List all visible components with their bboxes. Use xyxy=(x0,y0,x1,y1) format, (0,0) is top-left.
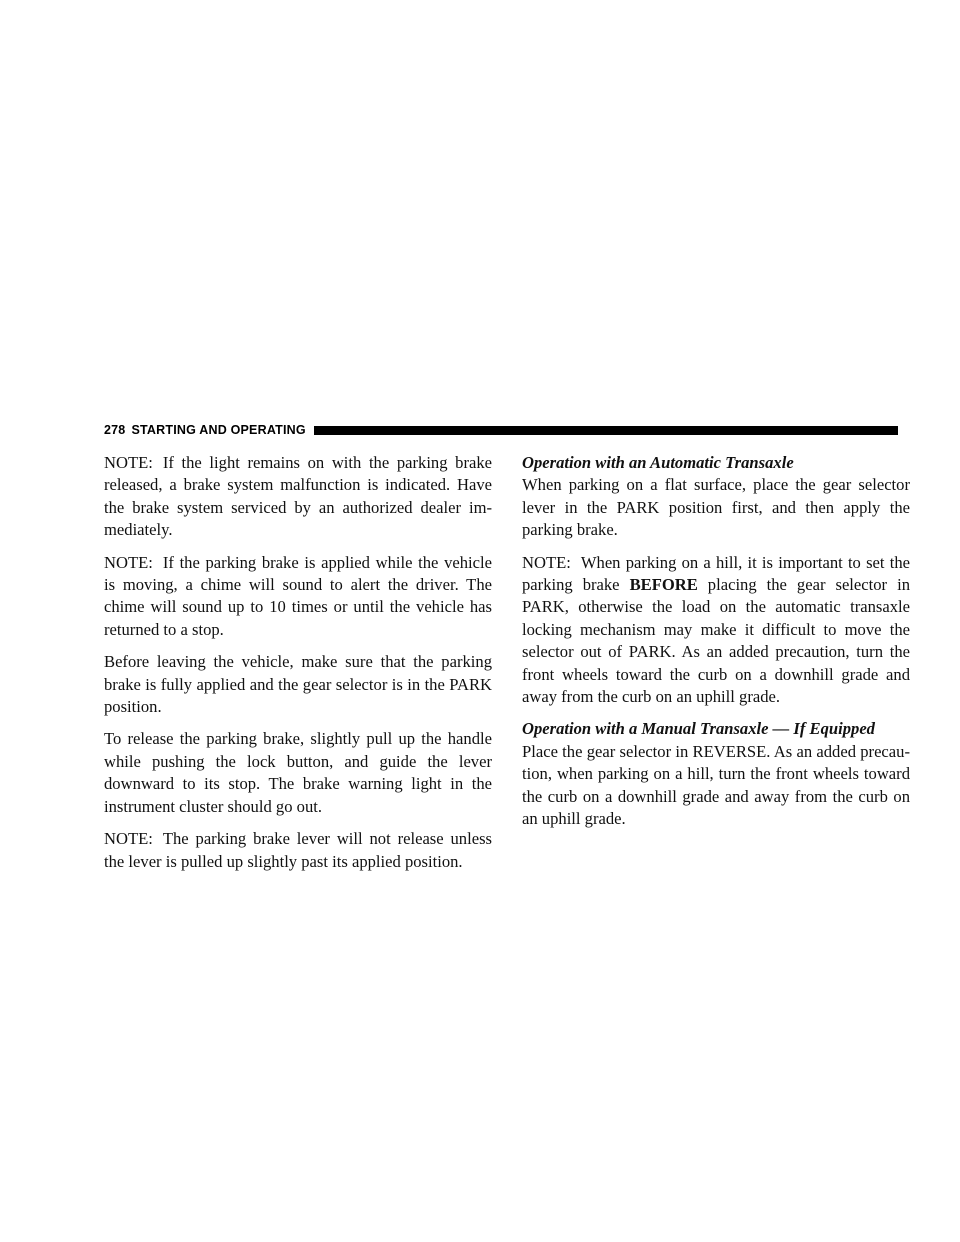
heading-manual-transaxle: Operation with a Manual Transaxle — If Equipped xyxy=(522,719,875,739)
page-header xyxy=(104,422,898,438)
paragraph-reverse: Place the gear selector in REVERSE. As an added precau-tion, when parking on a hill, turn the front wheels toward the curb on a downhill grade and away from the curb on an uphill grade. xyxy=(522,741,910,829)
note-label: NOTE: xyxy=(104,829,153,849)
note-text-after: placing the gear selector in PARK, otherwise the load on the automatic transaxle locking mechanism may make it difficult to move the selector out of PARK. As an added precaution, turn the front wheels toward the curb on a downhill grade and away from the curb on an uphill grade. xyxy=(522,575,910,707)
section-title: STARTING AND OPERATING xyxy=(131,423,306,437)
note-parking-light xyxy=(104,452,492,542)
header-rule xyxy=(314,426,898,435)
note-text: If the light remains on with the parking brake released, a brake system malfunction is indicated. Have the brake system serviced by an authorized dealer im-mediately. xyxy=(104,453,492,540)
heading-automatic-transaxle: Operation with an Automatic Transaxle xyxy=(522,453,794,472)
note-emphasis: BEFORE xyxy=(629,575,698,595)
note-label: NOTE: xyxy=(104,453,153,472)
note-text-before: When parking on a hill, it is important to set the parking brake xyxy=(522,552,910,595)
right-column xyxy=(522,452,910,841)
note-parking-chime xyxy=(104,552,492,642)
paragraph-release-brake: To release the parking brake, slightly pull up the handle while pushing the lock button, and guide the lever downward to its stop. The brake warning light in the instrument cluster should go out. xyxy=(104,729,492,816)
note-text: If the parking brake is applied while the vehicle is moving, a chime will sound to alert the driver. The chime will sound up to 10 times or until the vehicle has returned to a stop. xyxy=(104,552,492,639)
paragraph-flat-surface: When parking on a flat surface, place the gear selector lever in the PARK position first, and then apply the parking brake. xyxy=(522,475,910,540)
note-label: NOTE: xyxy=(104,552,153,572)
note-label: NOTE: xyxy=(522,552,571,572)
paragraph-before-leaving: Before leaving the vehicle, make sure that the parking brake is fully applied and the gear selector is in the PARK position. xyxy=(104,652,492,717)
note-text: The parking brake lever will not release unless the lever is pulled up slightly past its applied position. xyxy=(104,829,492,871)
note-lever-release xyxy=(104,828,492,873)
page-number: 278 xyxy=(104,423,126,437)
left-column xyxy=(104,452,492,883)
note-hill-parking xyxy=(522,552,910,709)
